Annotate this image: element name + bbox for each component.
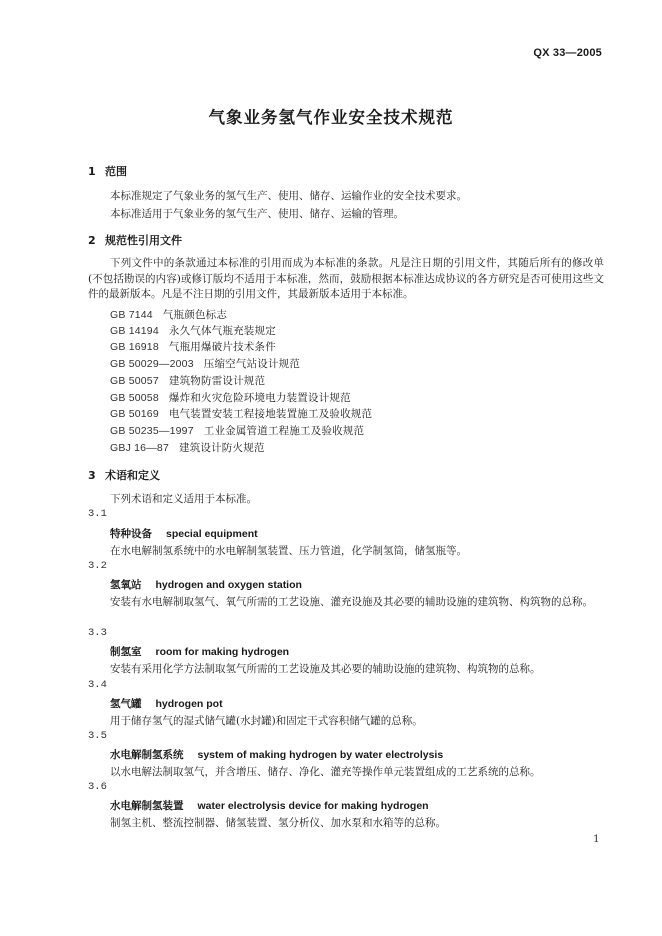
reference-item: GB 7144 气瓶颜色标志 (110, 309, 228, 321)
section-heading-2: 2 规范性引用文件 (88, 234, 182, 247)
subsection-number: 3.6 (88, 781, 107, 793)
term-definition: 用于储存氢气的湿式储气罐(水封罐)和固定干式容积储气罐的总称。 (110, 715, 423, 727)
subsection-number: 3.2 (88, 560, 107, 572)
subsection-number: 3.5 (88, 730, 107, 742)
reference-item: GB 50057 建筑物防雷设计规范 (110, 375, 266, 387)
section-heading-1: 1 范围 (88, 165, 127, 178)
term-heading: 制氢室 room for making hydrogen (110, 646, 290, 658)
paragraph: 下列术语和定义适用于本标准。 (110, 493, 257, 505)
page-number: 1 (593, 833, 600, 845)
term-heading: 氢气罐 hydrogen pot (110, 698, 223, 710)
reference-item: GB 50029—2003 压缩空气站设计规范 (110, 358, 301, 370)
reference-item: GB 50058 爆炸和火灾危险环境电力装置设计规范 (110, 392, 351, 404)
term-definition: 制氢主机、整流控制器、储氢装置、氢分析仪、加水泵和水箱等的总称。 (110, 817, 446, 829)
term-definition: 以水电解法制取氢气，并含增压、储存、净化、灌充等操作单元装置组成的工艺系统的总称。 (110, 766, 541, 778)
reference-item: GBJ 16—87 建筑设计防火规范 (110, 442, 265, 454)
term-heading: 特种设备 special equipment (110, 528, 258, 540)
reference-item: GB 16918 气瓶用爆破片技术条件 (110, 341, 276, 353)
term-definition: 安装有采用化学方法制取氢气所需的工艺设施及其必要的辅助设施的建筑物、构筑物的总称。 (110, 663, 541, 675)
section-heading-3: 3 术语和定义 (88, 469, 160, 482)
term-definition: 在水电解制氢系统中的水电解制氢装置、压力管道，化学制氢筒，储氢瓶等。 (110, 545, 467, 557)
term-heading: 氢氧站 hydrogen and oxygen station (110, 579, 302, 591)
paragraph: 本标准规定了气象业务的氢气生产、使用、储存、运输作业的安全技术要求。 (110, 190, 467, 202)
reference-item: GB 50235—1997 工业金属管道工程施工及验收规范 (110, 425, 365, 437)
subsection-number: 3.3 (88, 627, 107, 639)
reference-item: GB 50169 电气装置安装工程接地装置施工及验收规范 (110, 408, 373, 420)
paragraph: 下列文件中的条款通过本标准的引用而成为本标准的条款。凡是注日期的引用文件，其随后所有的修改单(不包括勘误的内容)或修订版均不适用于本标准，然而，鼓励根据本标准达成协议的各方研究是否可使用这些文件的最新版本。凡是不注日期的引用文件，其最新版本适用于本标准。 (88, 257, 604, 300)
standard-code: QX 33—2005 (533, 47, 602, 59)
subsection-number: 3.4 (88, 679, 107, 691)
term-definition: 安装有水电解制取氢气、氧气所需的工艺设施、灌充设施及其必要的辅助设施的建筑物、构筑物的总称。 (110, 596, 593, 608)
reference-item: GB 14194 永久气体气瓶充装规定 (110, 325, 276, 337)
paragraph: 本标准适用于气象业务的氢气生产、使用、储存、运输的管理。 (110, 208, 404, 220)
term-heading: 水电解制氢系统 system of making hydrogen by water electrolysis (110, 749, 444, 761)
document-title: 气象业务氢气作业安全技术规范 (208, 108, 454, 127)
subsection-number: 3.1 (88, 508, 107, 520)
term-heading: 水电解制氢装置 water electrolysis device for making hydrogen (110, 800, 429, 812)
